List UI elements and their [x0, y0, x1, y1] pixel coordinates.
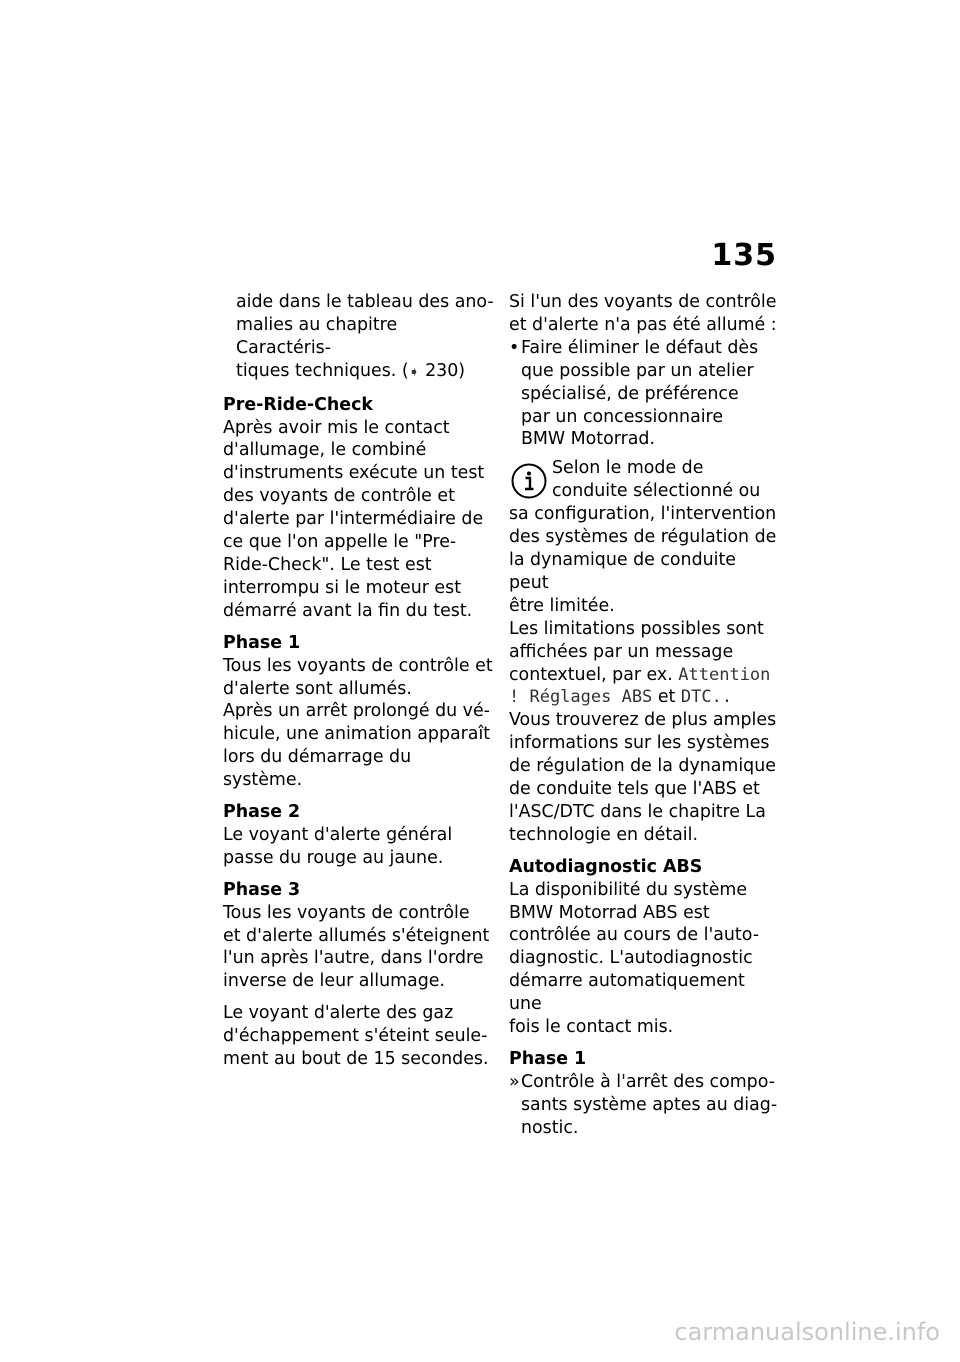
- body-line: Si l'un des voyants de contrôle: [509, 292, 777, 312]
- body-line: Tous les voyants de contrôle et: [223, 655, 493, 676]
- body-line: fois le contact mis.: [509, 1017, 674, 1038]
- fail-paragraph: [509, 291, 781, 337]
- phase-3-heading: Phase 3: [223, 879, 301, 900]
- display-message: DTC..: [680, 687, 733, 708]
- body-line: Après un arrêt prolongé du vé-: [223, 701, 490, 722]
- body-line: La disponibilité du système: [509, 879, 748, 900]
- body-line: Contrôle à l'arrêt des compo-: [521, 1071, 775, 1092]
- display-message: ! Réglages ABS: [509, 687, 653, 708]
- body-line: interrompu si le moteur est: [223, 577, 462, 598]
- body-line: démarré avant la fin du test.: [223, 600, 473, 621]
- body-line: sants système aptes au diag-: [521, 1094, 778, 1115]
- intro-line-text: tiques techniques.: [236, 360, 397, 381]
- body-line: d'instruments exécute un test: [223, 463, 485, 484]
- phase-1-heading: Phase 1: [223, 632, 301, 653]
- abs-self-diagnosis-heading: Autodiagnostic ABS: [509, 856, 703, 877]
- arrow-right-icon: ➧: [408, 364, 420, 380]
- note-line: [509, 664, 781, 687]
- bullet-list-item: [509, 337, 781, 452]
- reference-link[interactable]: (➧ 230): [401, 360, 466, 381]
- body-line: d'allumage, le combiné: [223, 440, 427, 461]
- body-line: contrôlée au cours de l'auto-: [509, 925, 759, 946]
- note-line: conduite sélectionné ou: [552, 481, 761, 502]
- body-line: d'échappement s'éteint seule-: [223, 1026, 488, 1047]
- note-line: sa configuration, l'intervention: [509, 504, 777, 525]
- body-line: par un concessionnaire: [521, 406, 724, 427]
- body-line: d'alerte sont allumés.: [223, 678, 412, 699]
- info-note-icon: [511, 463, 547, 499]
- phase-1-section: [223, 632, 495, 792]
- body-line: technologie en détail.: [509, 824, 698, 845]
- body-line: Tous les voyants de contrôle: [223, 902, 470, 923]
- body-line: informations sur les systèmes: [509, 733, 770, 754]
- left-column: [223, 291, 495, 1080]
- bullet-marker: •: [509, 337, 520, 358]
- intro-line: aide dans le tableau des ano-: [236, 292, 494, 312]
- body-line: d'alerte par l'intermédiaire de: [223, 509, 484, 530]
- reference-page: 230): [425, 360, 466, 381]
- phase-2-section: [223, 801, 495, 870]
- intro-paragraph: [223, 291, 495, 385]
- abs-phase-1-section: [509, 1048, 781, 1140]
- body-line: lors du démarrage du système.: [223, 747, 412, 791]
- info-note: [509, 457, 781, 709]
- body-line: BMW Motorrad ABS est: [509, 902, 710, 923]
- body-line: inverse de leur allumage.: [223, 971, 445, 992]
- body-line: que possible par un atelier: [521, 360, 754, 381]
- body-line: Le voyant d'alerte des gaz: [223, 1003, 454, 1024]
- more-info-paragraph: [509, 709, 781, 846]
- body-line: Ride-Check". Le test est: [223, 554, 432, 575]
- step-item: [509, 1071, 781, 1140]
- watermark: carmanualsonline.info: [674, 1318, 940, 1346]
- intro-line: malies au chapitre Caractéris-: [236, 314, 398, 358]
- body-line: hicule, une animation apparaît: [223, 724, 491, 745]
- body-line: Le voyant d'alerte général: [223, 824, 453, 845]
- note-line: la dynamique de conduite peut: [509, 549, 736, 593]
- body-line: et d'alerte allumés s'éteignent: [223, 925, 490, 946]
- phase-2-heading: Phase 2: [223, 802, 301, 823]
- body-line: de conduite tels que l'ABS et: [509, 779, 760, 800]
- intro-line: [236, 360, 495, 385]
- display-message: Attention: [678, 664, 771, 685]
- body-line: ce que l'on appelle le "Pre-: [223, 532, 457, 553]
- note-line: Selon le mode de: [552, 458, 704, 479]
- body-line: l'un après l'autre, dans l'ordre: [223, 948, 484, 969]
- page-number: 135: [711, 238, 777, 273]
- note-line-text: contextuel, par ex.: [509, 664, 673, 685]
- step-marker: »: [509, 1071, 520, 1092]
- body-line: et d'alerte n'a pas été allumé :: [509, 314, 777, 335]
- body-line: de régulation de la dynamique: [509, 756, 776, 777]
- body-line: des voyants de contrôle et: [223, 486, 455, 507]
- abs-phase-1-heading: Phase 1: [509, 1049, 587, 1069]
- exhaust-warning-paragraph: [223, 1002, 495, 1071]
- right-column: [509, 291, 781, 1146]
- note-line: affichées par un message: [509, 641, 734, 662]
- note-line: Les limitations possibles sont: [509, 618, 764, 639]
- body-line: ment au bout de 15 secondes.: [223, 1049, 489, 1070]
- body-line: l'ASC/DTC dans le chapitre La: [509, 801, 766, 822]
- pre-ride-check-heading: Pre-Ride-Check: [223, 394, 373, 415]
- body-line: spécialisé, de préférence: [521, 383, 739, 404]
- body-line: BMW Motorrad.: [521, 429, 655, 450]
- note-line-text: et: [657, 687, 676, 708]
- body-line: diagnostic. L'autodiagnostic: [509, 948, 753, 969]
- body-line: passe du rouge au jaune.: [223, 847, 444, 868]
- note-line: des systèmes de régulation de: [509, 527, 777, 548]
- body-line: démarre automatiquement une: [509, 971, 745, 1015]
- abs-self-diagnosis-section: [509, 856, 781, 1039]
- body-line: Après avoir mis le contact: [223, 417, 450, 438]
- body-line: Vous trouverez de plus amples: [509, 710, 777, 731]
- body-line: nostic.: [521, 1117, 579, 1138]
- note-line: [509, 686, 781, 709]
- body-line: Faire éliminer le défaut dès: [521, 337, 759, 358]
- note-line: être limitée.: [509, 595, 615, 616]
- phase-3-section: [223, 879, 495, 994]
- pre-ride-check-section: [223, 394, 495, 623]
